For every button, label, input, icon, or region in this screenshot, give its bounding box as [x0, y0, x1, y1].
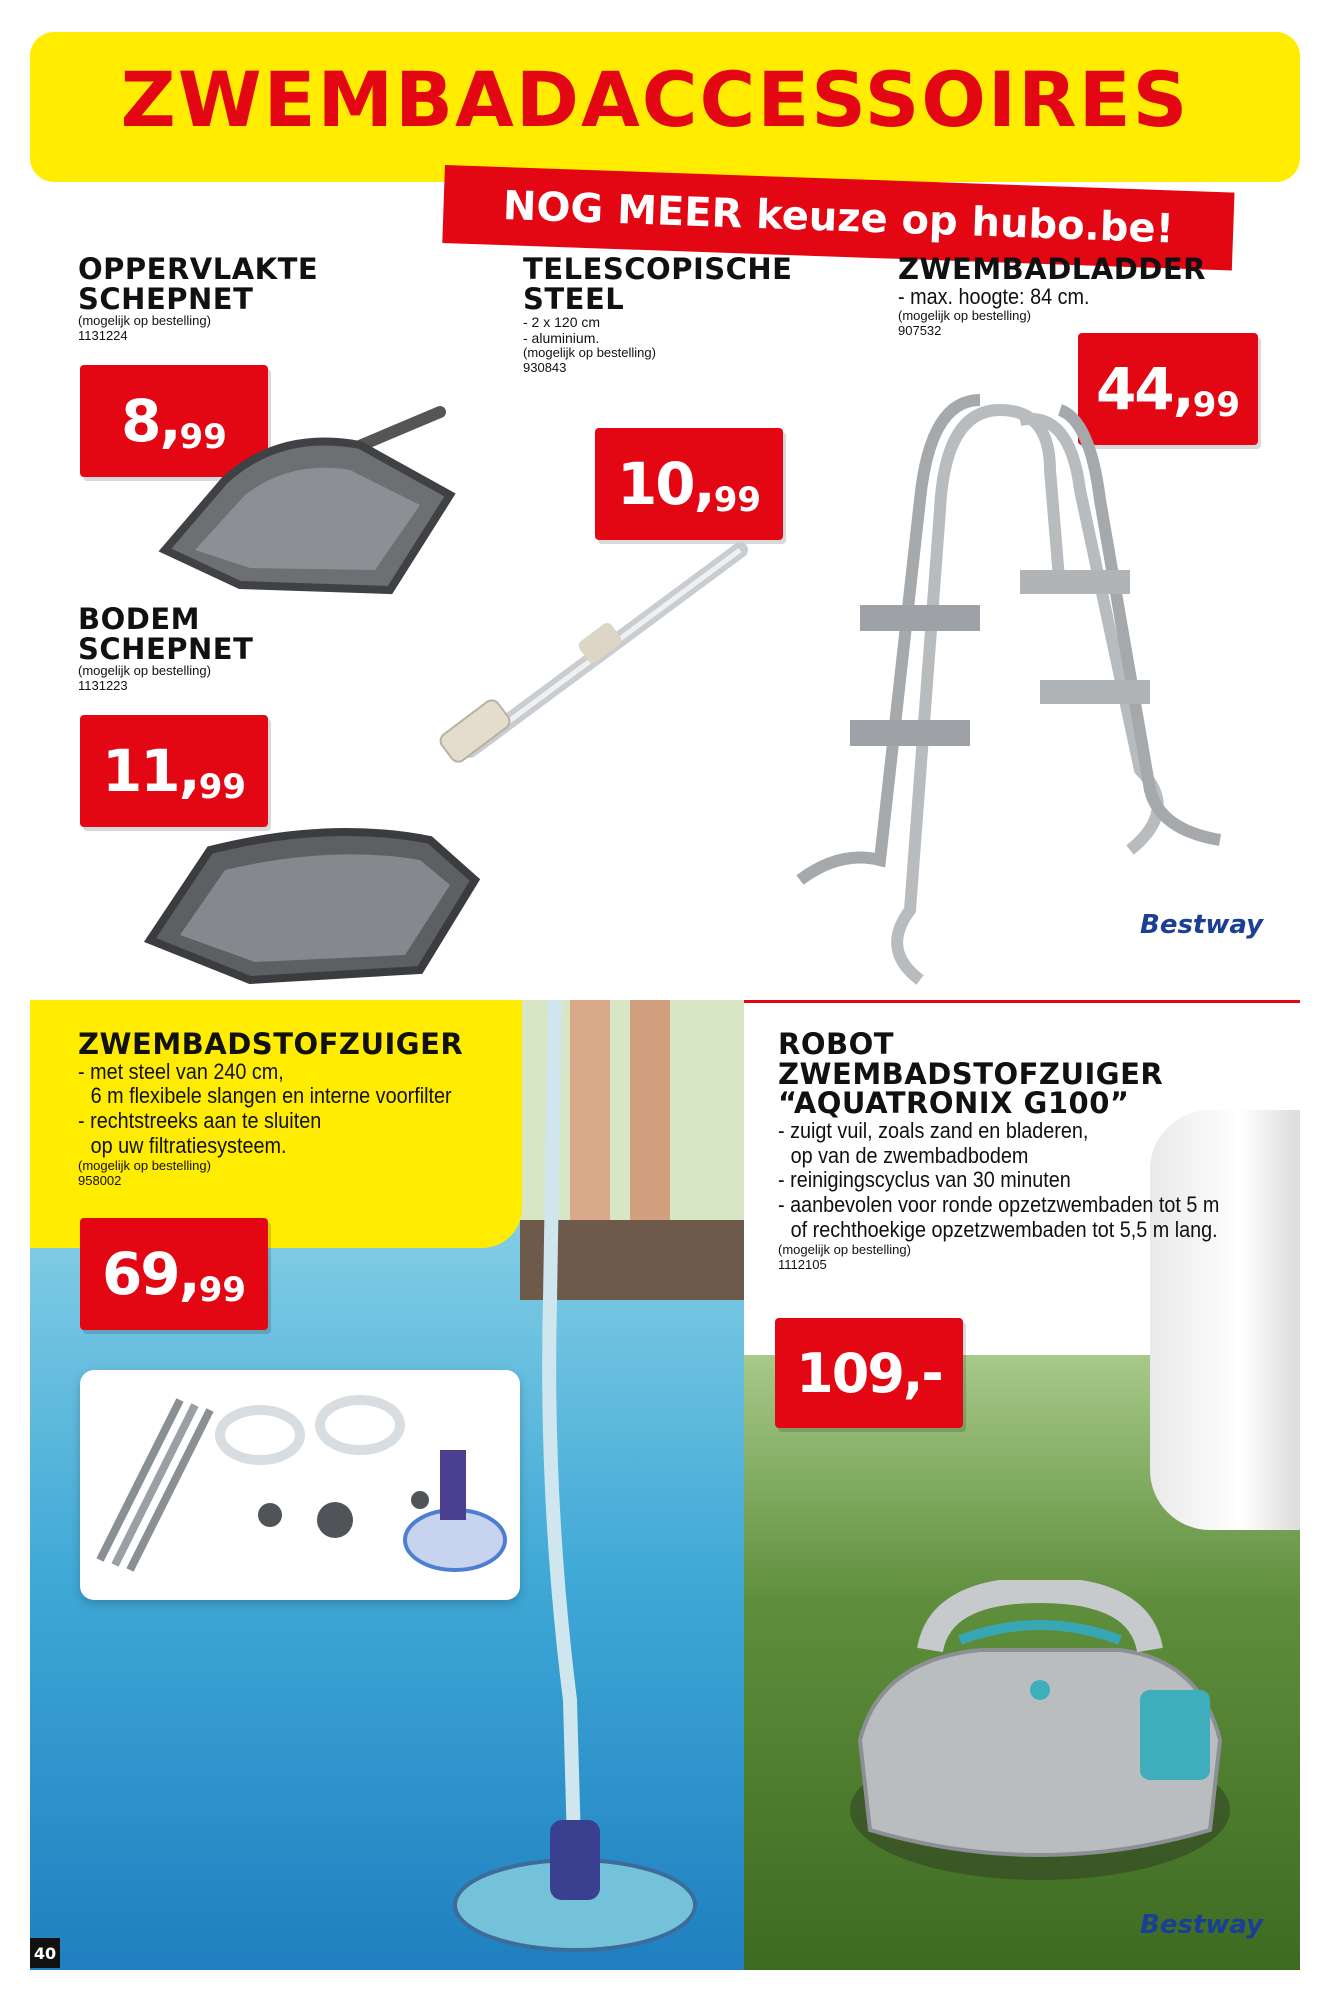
price-tag-robot: 109,- — [775, 1318, 963, 1428]
brand-logo-ladder: Bestway — [1140, 910, 1264, 940]
bottom-net-image — [130, 820, 490, 990]
feature-line: - max. hoogte: 84 cm. — [898, 283, 1090, 309]
order-note: (mogelijk op bestelling) — [78, 1158, 211, 1174]
feature-line: - rechtstreeks aan te sluiten — [78, 1108, 322, 1134]
product-robot — [778, 1027, 1268, 1273]
article-code: 1131223 — [78, 678, 128, 694]
feature-line: of rechthoekige opzetzwembaden tot 5,5 m lang. — [790, 1217, 1218, 1243]
product-name: “AQUATRONIX G100” — [778, 1086, 1130, 1121]
product-name: ZWEMBADSTOFZUIGER — [78, 1027, 464, 1061]
product-stofzuiger — [78, 1027, 493, 1189]
section-divider — [744, 1000, 1300, 1003]
feature-line: op van de zwembadbodem — [790, 1142, 1029, 1168]
product-name: ZWEMBADLADDER — [898, 252, 1207, 286]
feature-line: - aanbevolen voor ronde opzetzwembaden tot 5 m — [778, 1192, 1220, 1218]
feature-line: - 2 x 120 cm — [523, 314, 601, 331]
product-name: OPPERVLAKTE — [78, 252, 319, 286]
brand-logo-robot: Bestway — [1140, 1910, 1264, 1940]
article-code: 958002 — [78, 1172, 122, 1188]
order-note: (mogelijk op bestelling) — [898, 308, 1031, 324]
feature-line: - aluminium. — [523, 330, 600, 347]
feature-line: op uw filtratiesysteem. — [90, 1133, 287, 1159]
product-oppervlakte — [78, 252, 319, 344]
product-name: SCHEPNET — [78, 281, 254, 316]
product-steel — [523, 252, 793, 376]
vacuum-kit-image — [90, 1380, 510, 1590]
product-name: TELESCOPISCHE — [523, 252, 793, 286]
product-name: ZWEMBADSTOFZUIGER — [778, 1056, 1164, 1091]
order-note: (mogelijk op bestelling) — [78, 663, 211, 679]
page-number: 40 — [30, 1938, 60, 1968]
price-tag-stofzuiger: 69, 99 — [80, 1218, 268, 1330]
product-name: SCHEPNET — [78, 631, 254, 666]
article-code: 1112105 — [778, 1256, 827, 1272]
product-name: ROBOT — [778, 1027, 895, 1061]
article-code: 930843 — [523, 360, 567, 376]
article-code: 1131224 — [78, 328, 128, 344]
article-code: 907532 — [898, 323, 942, 339]
price-tag-ladder: 44, 99 — [1078, 333, 1258, 445]
order-note: (mogelijk op bestelling) — [78, 313, 211, 329]
product-bodem — [78, 602, 254, 694]
product-ladder — [898, 252, 1207, 339]
tagline-badge[interactable]: NOG MEER keuze op hubo.be! — [442, 165, 1234, 271]
feature-line: - reinigingscyclus van 30 minuten — [778, 1167, 1071, 1193]
order-note: (mogelijk op bestelling) — [523, 345, 656, 361]
price-tag-oppervlakte: 8, 99 — [80, 365, 268, 477]
price-tag-steel: 10, 99 — [595, 428, 783, 540]
product-name: BODEM — [78, 602, 200, 636]
price-tag-bodem: 11, 99 — [80, 715, 268, 827]
robot-vacuum-image — [840, 1580, 1240, 1890]
feature-line: 6 m flexibele slangen en interne voorfilter — [90, 1083, 452, 1109]
product-name: STEEL — [523, 281, 625, 316]
telescopic-pole-image — [420, 540, 750, 780]
order-note: (mogelijk op bestelling) — [778, 1242, 911, 1258]
pool-ladder-image — [760, 390, 1230, 990]
feature-line: - zuigt vuil, zoals zand en bladeren, — [778, 1117, 1089, 1143]
page-title: ZWEMBADACCESSOIRES — [120, 55, 1190, 144]
skimmer-net-image — [150, 400, 460, 600]
feature-line: - met steel van 240 cm, — [78, 1058, 284, 1084]
